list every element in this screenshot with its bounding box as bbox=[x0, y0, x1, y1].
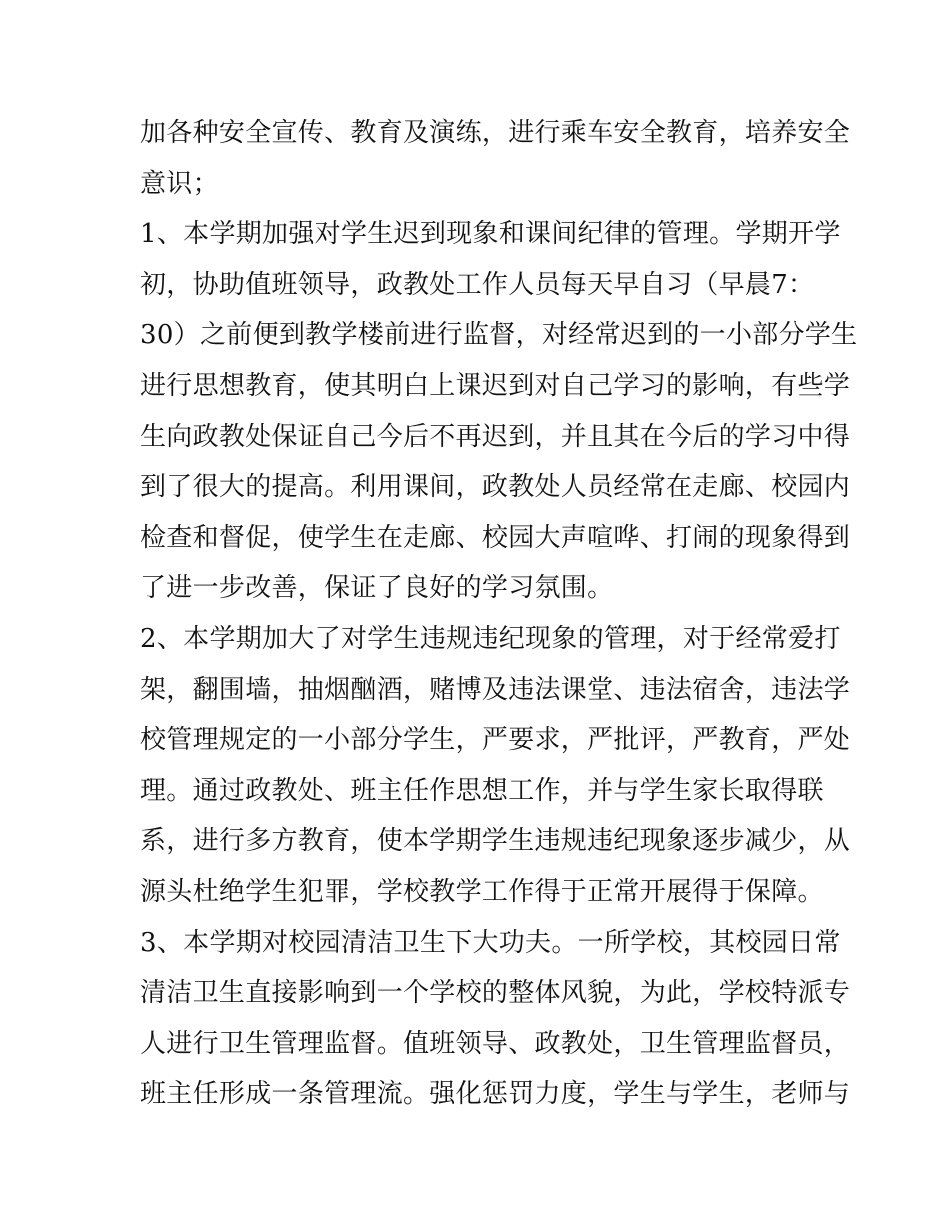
text-line: 架，翻围墙，抽烟酗酒，赌博及违法课堂、违法宿舍，违法学 bbox=[140, 674, 851, 705]
text-line: 检查和督促，使学生在走廊、校园大声喧哗、打闹的现象得到 bbox=[140, 522, 851, 553]
document-body bbox=[140, 108, 858, 1120]
text-line: 意识； bbox=[140, 168, 219, 199]
text-line: 2、本学期加大了对学生违规违纪现象的管理，对于经常爱打 bbox=[140, 623, 841, 654]
text-line: 加各种安全宣传、教育及演练，进行乘车安全教育，培养安全 bbox=[140, 118, 851, 148]
text-line: 进行思想教育，使其明白上课迟到对自己学习的影响，有些学 bbox=[140, 370, 851, 401]
text-line: 人进行卫生管理监督。值班领导、政教处，卫生管理监督员， bbox=[140, 1028, 851, 1059]
text-line: 1、本学期加强对学生迟到现象和课间纪律的管理。学期开学 bbox=[140, 219, 841, 250]
text-line: 校管理规定的一小部分学生，严要求，严批评，严教育，严处 bbox=[140, 725, 851, 756]
text-line: 系，进行多方教育，使本学期学生违规违纪现象逐步减少，从 bbox=[140, 826, 851, 857]
text-line: 生向政教处保证自己今后不再迟到，并且其在今后的学习中得 bbox=[140, 421, 851, 452]
text-line: 30）之前便到教学楼前进行监督，对经常迟到的一小部分学生 bbox=[140, 320, 858, 351]
text-line: 到了很大的提高。利用课间，政教处人员经常在走廊、校园内 bbox=[140, 472, 851, 503]
text-line: 了进一步改善，保证了良好的学习氛围。 bbox=[140, 573, 614, 604]
text-line: 理。通过政教处、班主任作思想工作，并与学生家长取得联 bbox=[140, 775, 824, 806]
text-line: 初，协助值班领导，政教处工作人员每天早自习（早晨7： bbox=[140, 269, 815, 300]
text-line: 3、本学期对校园清洁卫生下大功夫。一所学校，其校园日常 bbox=[140, 927, 841, 958]
text-line: 班主任形成一条管理流。强化惩罚力度，学生与学生，老师与 bbox=[140, 1079, 851, 1110]
text-line: 源头杜绝学生犯罪，学校教学工作得于正常开展得于保障。 bbox=[140, 876, 824, 907]
text-line: 清洁卫生直接影响到一个学校的整体风貌，为此，学校特派专 bbox=[140, 978, 851, 1009]
